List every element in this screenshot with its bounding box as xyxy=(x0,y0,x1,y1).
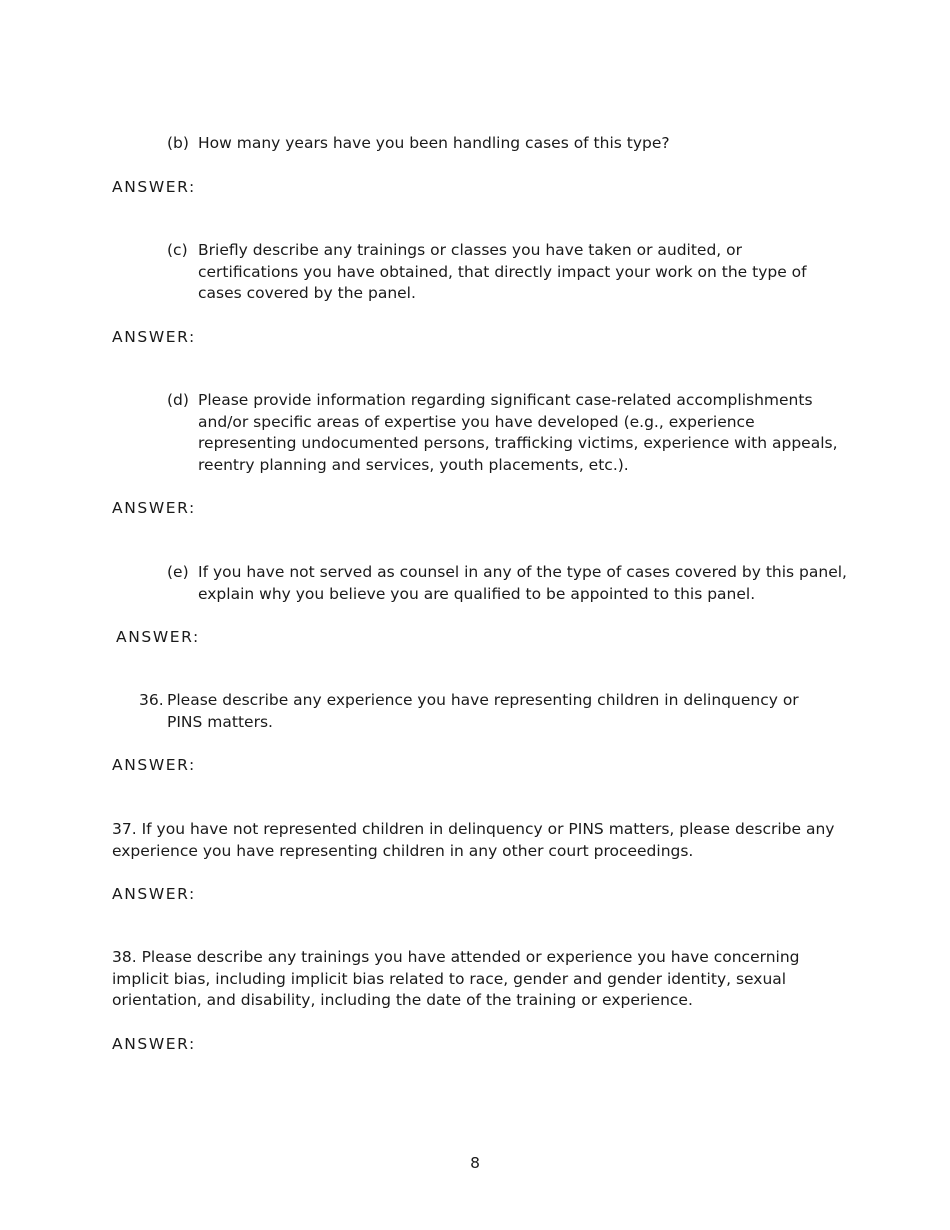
question-d xyxy=(167,390,847,476)
question-b-text: How many years have you been handling cases of this type? xyxy=(198,134,670,152)
answer-37-label: ANSWER: xyxy=(112,885,196,903)
question-c-text: Briefly describe any trainings or classes you have taken or audited, or certifications you have obtained, that directly impact your work on the type of cases covered by the panel. xyxy=(198,241,807,302)
answer-d-label: ANSWER: xyxy=(112,499,196,517)
question-38-text: 38. Please describe any trainings you have attended or experience you have concerning implicit bias, including implicit bias related to race, gender and gender identity, sexual orientation, and disability, including the date of the training or experience. xyxy=(112,948,800,1009)
question-d-label: (d) xyxy=(167,391,189,409)
answer-e-label: ANSWER: xyxy=(116,628,200,646)
answer-b-label: ANSWER: xyxy=(112,178,196,196)
question-36 xyxy=(139,690,829,733)
question-e-text: If you have not served as counsel in any of the type of cases covered by this panel, explain why you believe you are qualified to be appointed to this panel. xyxy=(198,563,847,603)
question-c xyxy=(167,240,847,305)
question-c-label: (c) xyxy=(167,241,188,259)
question-e xyxy=(167,562,847,605)
answer-38-label: ANSWER: xyxy=(112,1035,196,1053)
question-b-label: (b) xyxy=(167,134,189,152)
question-37-text: 37. If you have not represented children in delinquency or PINS matters, please describe any experience you have representing children in any other court proceedings. xyxy=(112,820,835,860)
question-d-text: Please provide information regarding significant case-related accomplishments and/or specific areas of expertise you have developed (e.g., experience representing undocumented persons, trafficking victims, experience with appeals, reentry planning and services, youth placements, etc.). xyxy=(198,391,838,474)
question-b xyxy=(167,133,847,155)
question-36-text: Please describe any experience you have representing children in delinquency or PINS matters. xyxy=(167,691,799,731)
answer-c-label: ANSWER: xyxy=(112,328,196,346)
question-36-label: 36. xyxy=(139,691,164,709)
page-number: 8 xyxy=(470,1154,480,1172)
answer-36-label: ANSWER: xyxy=(112,756,196,774)
question-e-label: (e) xyxy=(167,563,189,581)
